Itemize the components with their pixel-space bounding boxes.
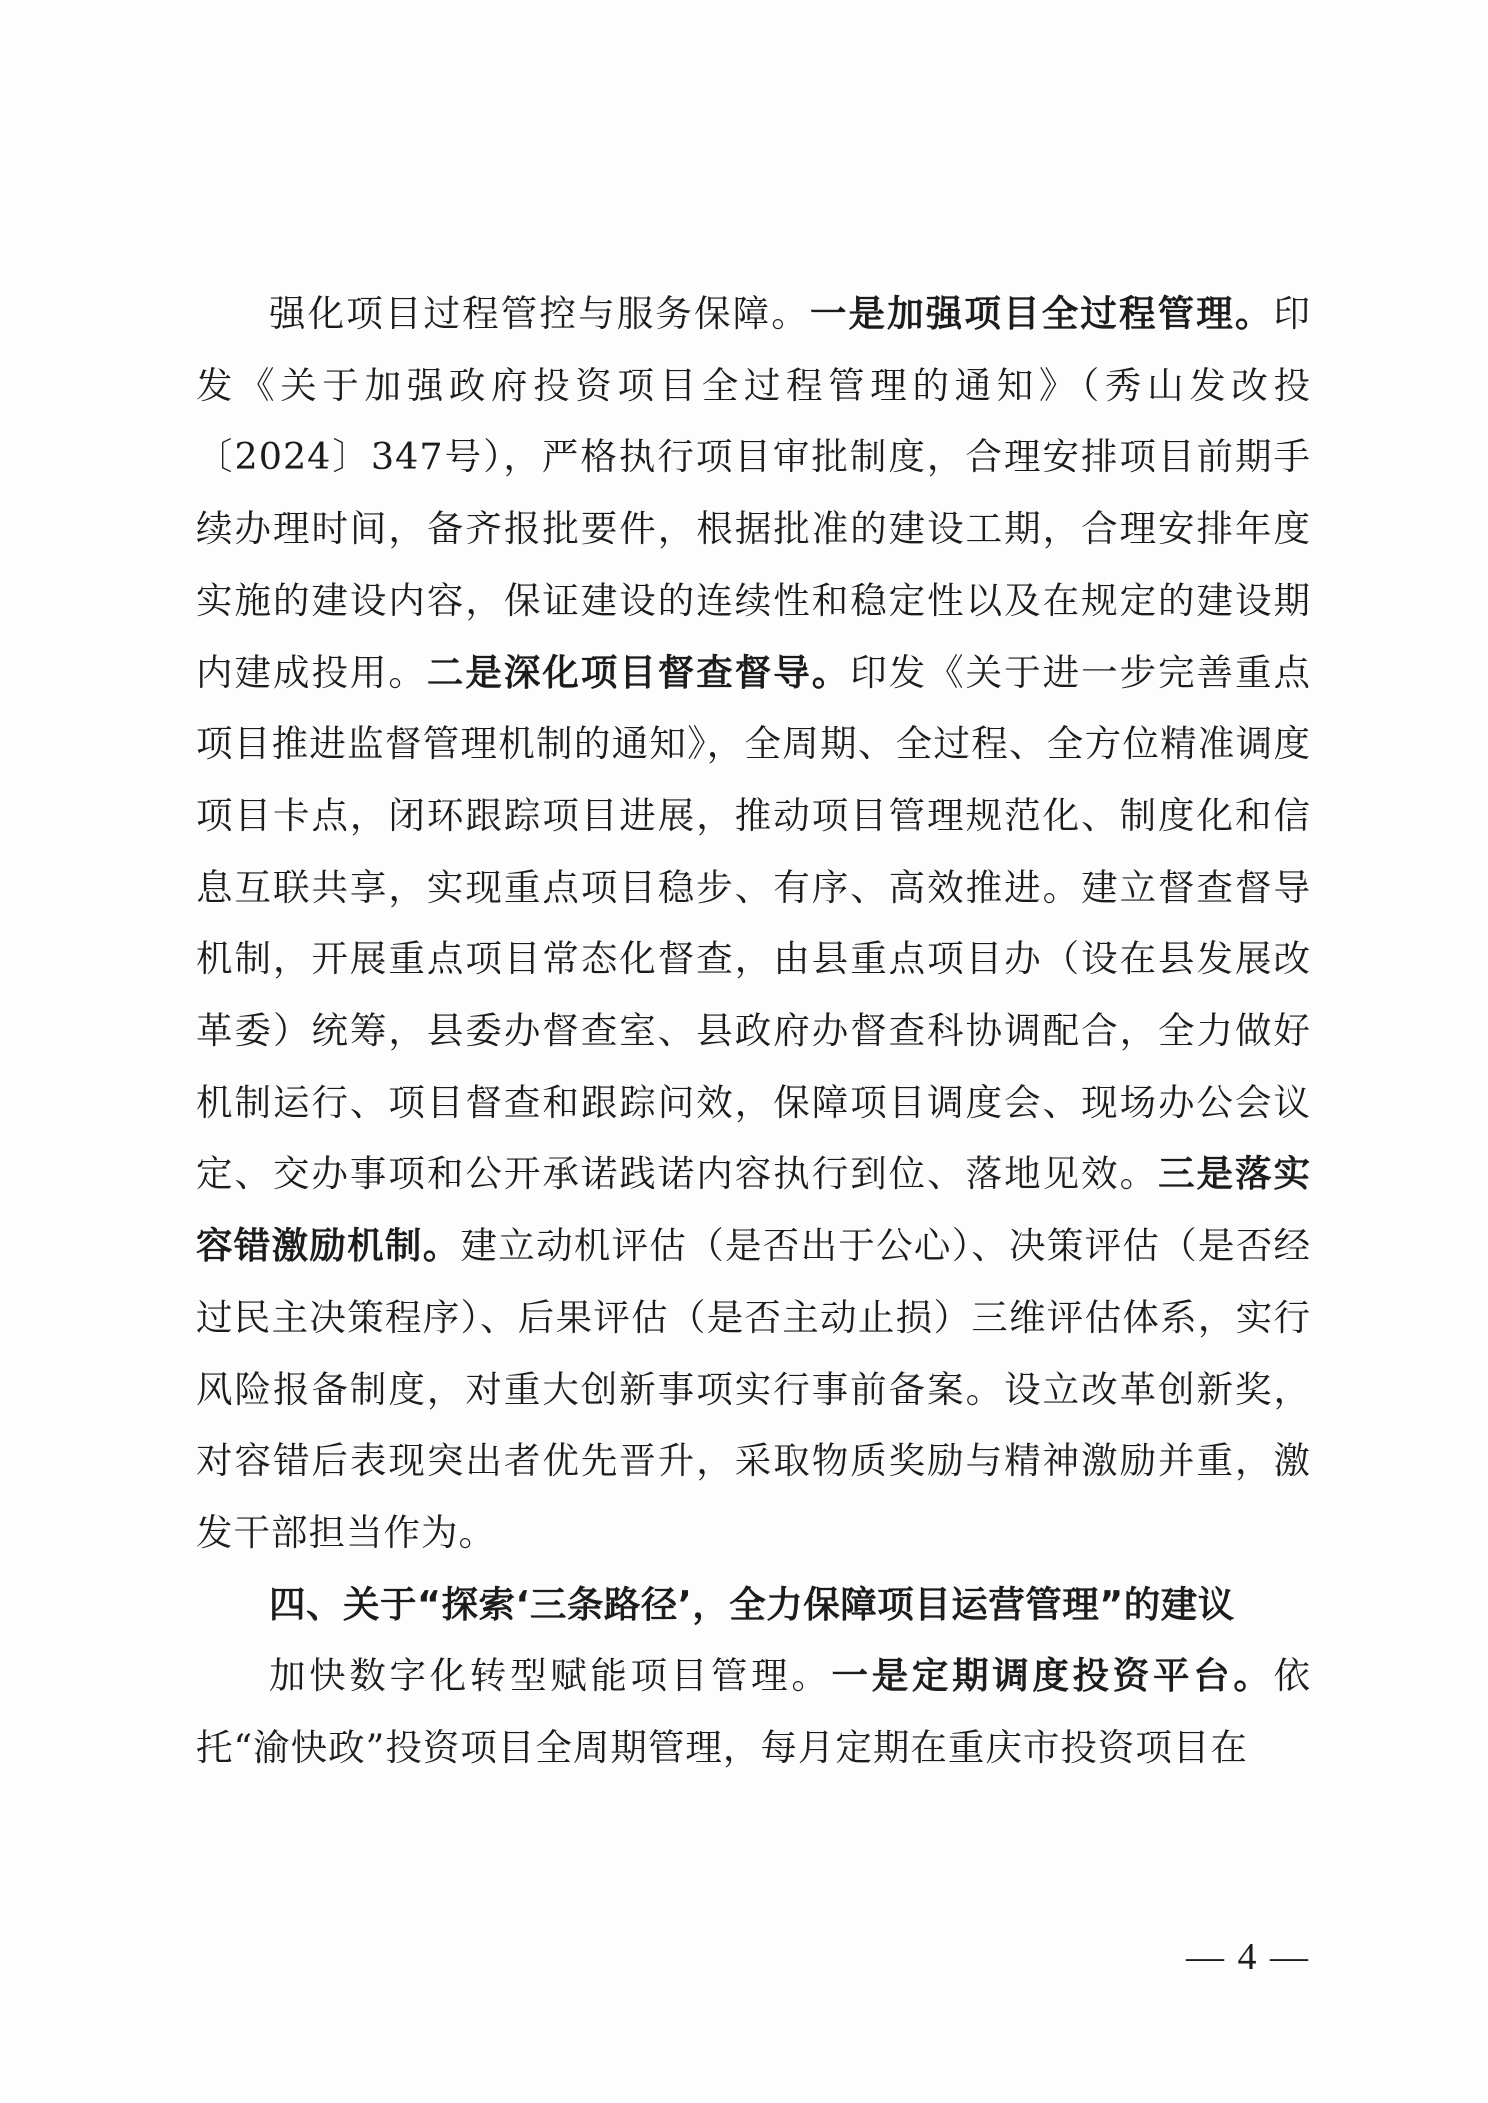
text-segment: 印发《关于加强政府投资项目全过程管理的通知》（秀山发改投〔2024〕347号），严格执行项目审批制度，合理安排项目前期手续办理时间，备齐报批要件，根据批准的建设工期，合理安排年度实施的建设内容，保证建设的连续性和稳定性以及在规定的建设期内建成投用。 [196, 292, 1312, 694]
document-body [196, 278, 1311, 1784]
text-segment: 强化项目过程管控与服务保障。 [269, 292, 810, 335]
text-segment: 印发《关于进一步完善重点项目推进监督管理机制的通知》，全周期、全过程、全方位精准调度项目卡点，闭环跟踪项目进展，推动项目管理规范化、制度化和信息互联共享，实现重点项目稳步、有序、高效推进。建立督查督导机制，开展重点项目常态化督查，由县重点项目办（设在县发展改革委）统筹，县委办督查室、县政府办督查科协调配合，全力做好机制运行、项目督查和跟踪问效，保障项目调度会、现场办公会议定、交办事项和公开承诺践诺内容执行到位、落地见效。 [196, 650, 1312, 1196]
text-segment: 依托“渝快政”投资项目全周期管理，每月定期在重庆市投资项目在 [196, 1654, 1312, 1770]
text-segment: 加快数字化转型赋能项目管理。 [269, 1654, 832, 1698]
section-heading: 四、关于“探索‘三条路径’，全力保障项目运营管理”的建议 [269, 1582, 1235, 1626]
bold-heading-segment: 二是深化项目督查督导。 [426, 650, 851, 694]
paragraph-1 [196, 278, 1311, 1569]
text-segment: 建立动机评估（是否出于公心）、决策评估（是否经过民主决策程序）、后果评估（是否主动止损）三维评估体系，实行风险报备制度，对重大创新事项实行事前备案。设立改革创新奖，对容错后表现突出者优先晋升，采取物质奖励与精神激励并重，激发干部担当作为。 [196, 1224, 1312, 1554]
bold-heading-segment: 一是加强项目全过程管理。 [809, 292, 1274, 335]
bold-heading-segment: 一是定期调度投资平台。 [831, 1654, 1274, 1698]
page-number: — 4 — [1186, 1936, 1310, 1978]
paragraph-2 [196, 1640, 1311, 1783]
bold-heading-segment: 三是落实容错激励机制。 [196, 1152, 1312, 1268]
